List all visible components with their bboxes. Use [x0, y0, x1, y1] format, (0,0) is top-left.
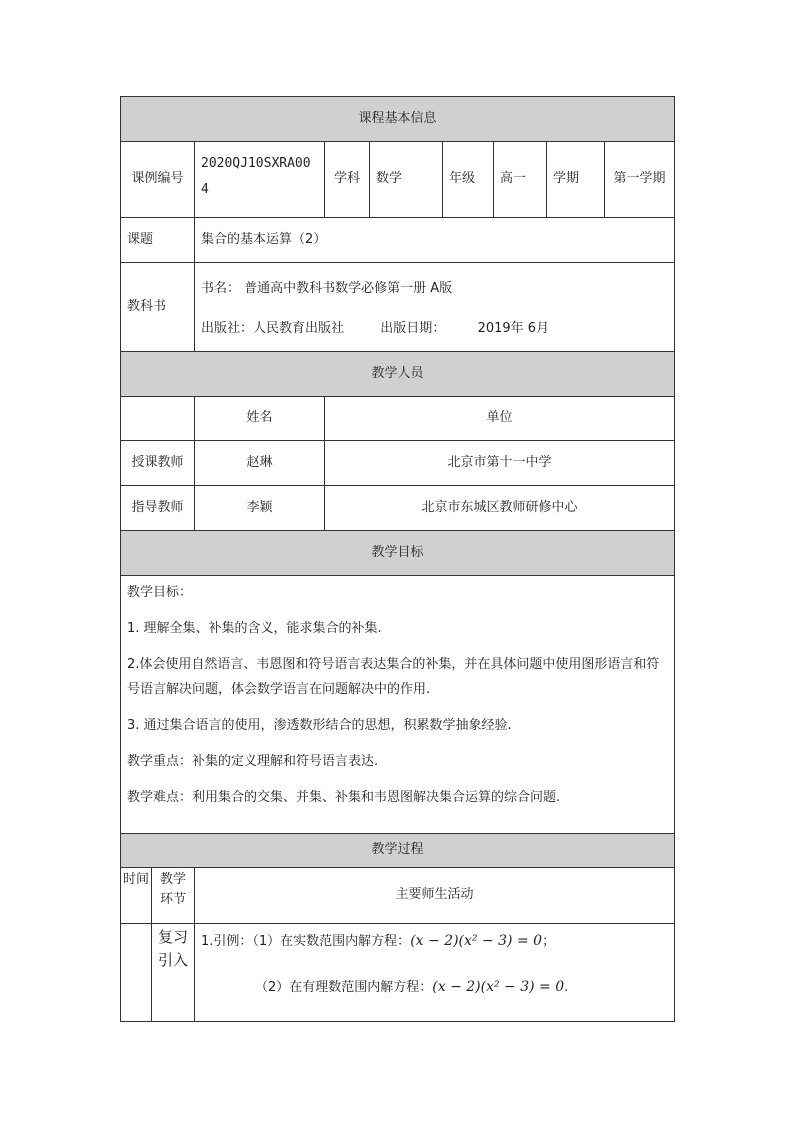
- section-header-basic-info: 课程基本信息: [121, 97, 675, 142]
- staff-name: 李颖: [195, 486, 325, 531]
- textbook-details: [195, 263, 675, 352]
- activity-content: [195, 924, 675, 1022]
- objective-item: 2.体会使用自然语言、韦恩图和符号语言表达集合的补集，并在具体问题中使用图形语言和符号语言解决问题，体会数学语言在问题解决中的作用.: [127, 657, 660, 697]
- staff-role: 授课教师: [121, 441, 195, 486]
- book-name: 书名： 普通高中教科书数学必修第一册 A版: [201, 280, 453, 296]
- subject-label: 学科: [325, 142, 370, 218]
- publication-date-value: 2019年 6月: [477, 321, 550, 336]
- publisher-line: [201, 320, 668, 338]
- section-header-process: 教学过程: [121, 834, 675, 868]
- objectives-intro: 教学目标：: [127, 585, 193, 600]
- staff-name: 赵琳: [195, 441, 325, 486]
- example-1-text: 1.引例：（1）在实数范围内解方程：: [201, 934, 411, 949]
- equation-1: (x − 2)(x² − 3) = 0: [410, 933, 543, 949]
- staff-header-blank: [121, 397, 195, 441]
- example-line-1: [201, 932, 668, 952]
- staff-role: 指导教师: [121, 486, 195, 531]
- grade-label: 年级: [443, 142, 494, 218]
- difficulty-point: 教学难点：利用集合的交集、并集、补集和韦恩图解决集合运算的综合问题.: [127, 790, 561, 805]
- staff-row: [121, 486, 675, 531]
- stage-name: 复习引入: [152, 924, 195, 1022]
- objective-item: 1. 理解全集、补集的含义，能求集合的补集.: [127, 621, 382, 636]
- publication-date-label: 出版日期：: [380, 321, 446, 336]
- staff-unit: 北京市第十一中学: [325, 441, 675, 486]
- case-number-value: [195, 142, 325, 218]
- term-label: 学期: [547, 142, 605, 218]
- case-number-line-1: 2020QJ10SXRA00: [201, 156, 311, 171]
- staff-unit-header: 单位: [325, 397, 675, 441]
- example-2-text: （2）在有理数范围内解方程：: [255, 979, 433, 995]
- staff-name-header: 姓名: [195, 397, 325, 441]
- term-value: 第一学期: [605, 142, 675, 218]
- topic-value: 集合的基本运算（2）: [195, 218, 675, 263]
- stage-header: 教学环节: [152, 868, 195, 924]
- case-number-label: 课例编号: [121, 142, 195, 218]
- textbook-label: 教科书: [121, 263, 195, 352]
- key-point: 教学重点：补集的定义理解和符号语言表达.: [127, 754, 379, 769]
- topic-label: 课题: [121, 218, 195, 263]
- case-number-line-2: 4: [201, 182, 209, 197]
- section-header-objectives: 教学目标: [121, 531, 675, 576]
- objectives-content: [121, 576, 675, 834]
- example-2-suffix: .: [564, 979, 569, 995]
- example-1-suffix: ；: [542, 934, 556, 949]
- equation-2: (x − 2)(x² − 3) = 0: [432, 978, 565, 995]
- example-line-2: [201, 978, 668, 998]
- publisher: 出版社：人民教育出版社: [201, 321, 345, 336]
- subject-value: 数学: [370, 142, 443, 218]
- staff-row: [121, 441, 675, 486]
- staff-unit: 北京市东城区教师研修中心: [325, 486, 675, 531]
- objective-item: 3. 通过集合语言的使用，渗透数形结合的思想，积累数学抽象经验.: [127, 718, 512, 733]
- course-info-document: [120, 96, 674, 1022]
- time-cell: [121, 924, 152, 1022]
- section-header-staff: 教学人员: [121, 352, 675, 397]
- time-header: 时间: [121, 868, 152, 924]
- grade-value: 高一: [494, 142, 547, 218]
- activity-header: 主要师生活动: [195, 868, 675, 924]
- course-info-table: [120, 96, 675, 1022]
